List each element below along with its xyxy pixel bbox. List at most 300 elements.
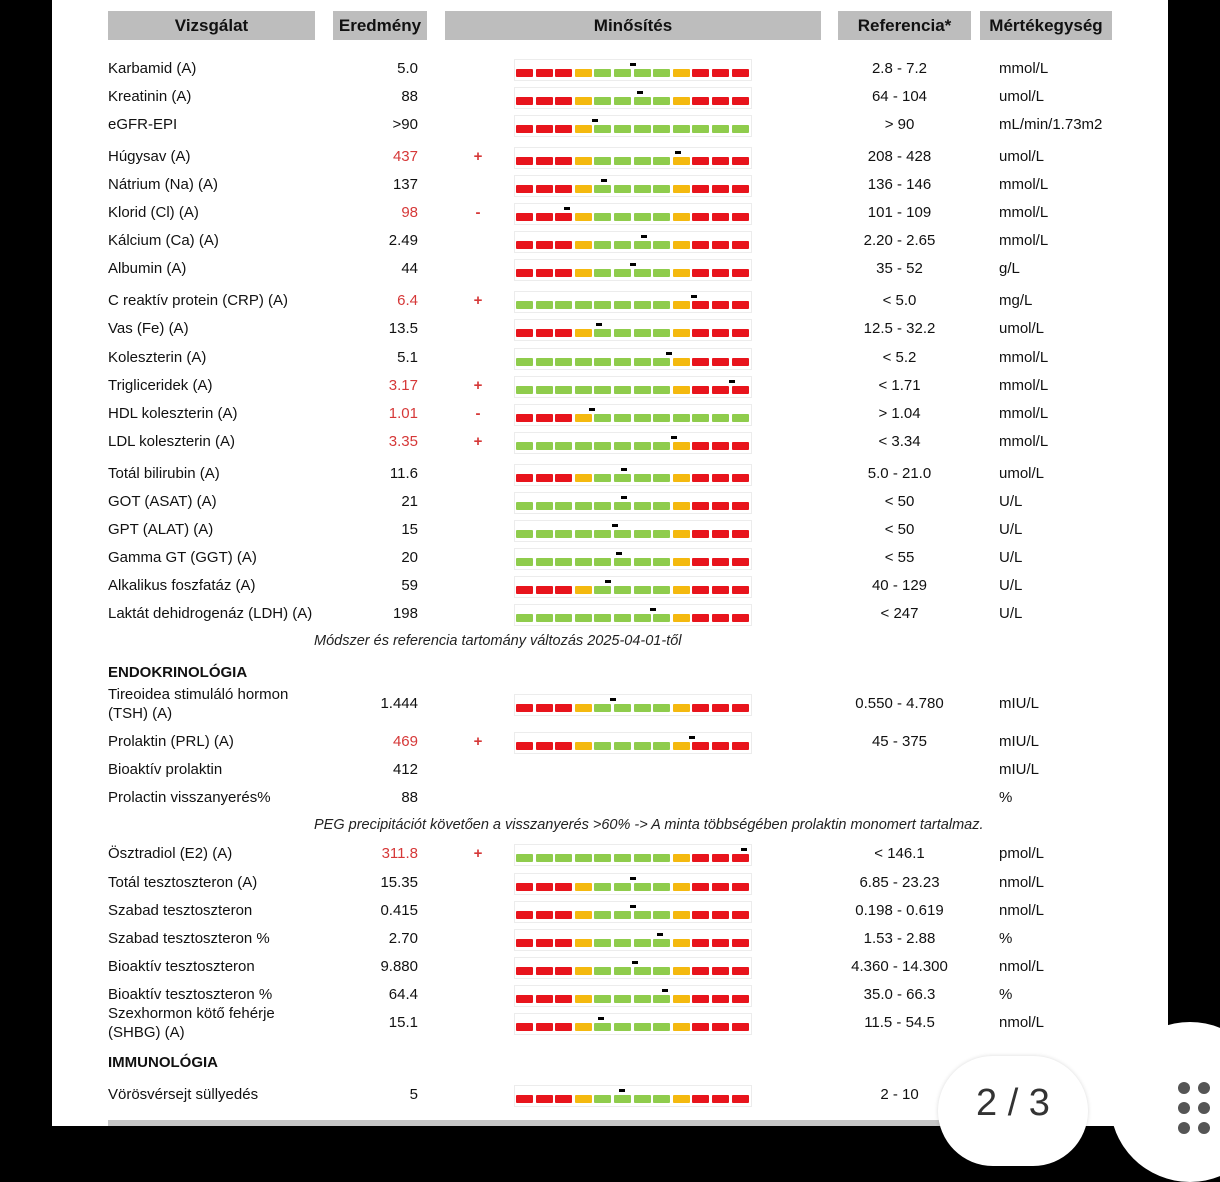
rating-segment [732, 301, 749, 309]
unit-label: mmol/L [999, 433, 1049, 450]
rating-segment [712, 125, 729, 133]
rating-marker [616, 552, 622, 555]
test-name: Koleszterin (A) [108, 349, 207, 366]
unit-label: nmol/L [999, 902, 1045, 919]
rating-segment [673, 1095, 690, 1103]
reference-range: < 5.2 [882, 349, 917, 366]
rating-segment [712, 358, 729, 366]
rating-segment [594, 241, 611, 249]
column-header-rating: Minősítés [445, 11, 821, 40]
rating-segment [673, 213, 690, 221]
rating-segment [555, 474, 572, 482]
rating-segment [673, 358, 690, 366]
table-row [52, 111, 1168, 139]
rating-marker [621, 468, 627, 471]
rating-marker [612, 524, 618, 527]
rating-segment [692, 967, 709, 975]
column-header-result: Eredmény [333, 11, 427, 40]
rating-marker [729, 380, 735, 383]
rating-segment [536, 995, 553, 1003]
rating-segment [692, 586, 709, 594]
method-change-note: Módszer és referencia tartomány változás 2025-04-01-től [314, 633, 682, 649]
rating-segment [634, 241, 651, 249]
result-value: 5 [409, 1086, 418, 1103]
rating-segment [732, 329, 749, 337]
rating-segment [732, 502, 749, 510]
rating-segment [555, 157, 572, 165]
test-name: Szabad tesztoszteron % [108, 930, 270, 947]
column-header-unit: Mértékegység [980, 11, 1112, 40]
rating-segment [692, 301, 709, 309]
rating-segment [634, 301, 651, 309]
reference-range: < 5.0 [882, 292, 917, 309]
rating-segment [634, 125, 651, 133]
result-value: 5.0 [397, 60, 418, 77]
rating-segment [673, 241, 690, 249]
result-value: 9.880 [380, 958, 418, 975]
unit-label: % [999, 986, 1013, 1003]
page-bottom-rule [108, 1120, 988, 1126]
result-flag [468, 572, 488, 600]
rating-segment [732, 995, 749, 1003]
rating-segment [614, 558, 631, 566]
result-value: 6.4 [397, 292, 418, 309]
rating-marker [596, 323, 602, 326]
rating-bar [514, 404, 752, 426]
rating-segment [712, 883, 729, 891]
rating-marker [630, 63, 636, 66]
test-name: Laktát dehidrogenáz (LDH) (A) [108, 605, 313, 622]
result-flag [468, 784, 488, 812]
rating-segment [673, 995, 690, 1003]
reference-range: < 247 [880, 605, 919, 622]
rating-segment [712, 1023, 729, 1031]
rating-segment [732, 69, 749, 77]
result-flag [468, 344, 488, 372]
rating-segment [516, 269, 533, 277]
rating-segment [634, 69, 651, 77]
rating-segment [594, 442, 611, 450]
rating-segment [575, 939, 592, 947]
test-name: C reaktív protein (CRP) (A) [108, 292, 289, 309]
rating-segment [712, 301, 729, 309]
result-value: 13.5 [388, 320, 418, 337]
result-value: 64.4 [388, 986, 418, 1003]
table-row [52, 784, 1168, 812]
unit-label: umol/L [999, 465, 1045, 482]
rating-segment [614, 967, 631, 975]
test-name: GOT (ASAT) (A) [108, 493, 217, 510]
unit-label: nmol/L [999, 874, 1045, 891]
rating-segment [673, 586, 690, 594]
rating-marker [691, 295, 697, 298]
rating-marker [592, 119, 598, 122]
rating-segment [555, 269, 572, 277]
section-title-endocrinology: ENDOKRINOLÓGIA [108, 664, 248, 681]
rating-segment [575, 301, 592, 309]
rating-segment [555, 502, 572, 510]
rating-segment [536, 967, 553, 975]
table-row [52, 488, 1168, 516]
result-value: 311.8 [381, 845, 418, 862]
rating-segment [692, 442, 709, 450]
rating-segment [516, 614, 533, 622]
reference-range: < 55 [884, 549, 915, 566]
rating-segment [673, 97, 690, 105]
rating-bar [514, 985, 752, 1007]
rating-segment [653, 883, 670, 891]
result-flag [468, 55, 488, 83]
rating-segment [732, 97, 749, 105]
reference-range: > 90 [884, 116, 915, 133]
rating-segment [712, 474, 729, 482]
unit-label: % [999, 789, 1013, 806]
rating-segment [653, 995, 670, 1003]
reference-range: 40 - 129 [871, 577, 928, 594]
result-flag [468, 544, 488, 572]
result-flag [468, 1009, 488, 1037]
reference-range: < 3.34 [878, 433, 921, 450]
rating-segment [673, 185, 690, 193]
rating-segment [555, 386, 572, 394]
rating-segment [555, 1023, 572, 1031]
rating-segment [673, 530, 690, 538]
rating-segment [536, 442, 553, 450]
rating-segment [536, 125, 553, 133]
rating-segment [634, 558, 651, 566]
unit-label: mg/L [999, 292, 1033, 309]
rating-segment [673, 911, 690, 919]
rating-segment [692, 185, 709, 193]
test-name: Totál tesztoszteron (A) [108, 874, 258, 891]
rating-segment [614, 125, 631, 133]
rating-segment [614, 586, 631, 594]
table-row [52, 516, 1168, 544]
rating-segment [594, 358, 611, 366]
rating-segment [692, 883, 709, 891]
rating-segment [712, 185, 729, 193]
page-indicator [938, 1056, 1088, 1166]
rating-segment [712, 530, 729, 538]
unit-label: U/L [999, 549, 1023, 566]
result-value: 88 [401, 789, 418, 806]
test-name: eGFR-EPI [108, 116, 178, 133]
rating-segment [575, 97, 592, 105]
rating-bar [514, 929, 752, 951]
unit-label: pmol/L [999, 845, 1045, 862]
rating-segment [516, 586, 533, 594]
rating-segment [653, 185, 670, 193]
rating-segment [536, 883, 553, 891]
rating-segment [555, 97, 572, 105]
unit-label: mL/min/1.73m2 [999, 116, 1103, 133]
rating-bar [514, 87, 752, 109]
rating-segment [516, 474, 533, 482]
rating-segment [594, 704, 611, 712]
rating-segment [575, 69, 592, 77]
result-flag: + [473, 733, 483, 750]
rating-segment [575, 558, 592, 566]
rating-segment [516, 157, 533, 165]
result-value: 21 [401, 493, 418, 510]
rating-segment [634, 586, 651, 594]
rating-segment [516, 530, 533, 538]
rating-segment [614, 854, 631, 862]
rating-marker [637, 91, 643, 94]
rating-segment [536, 474, 553, 482]
rating-segment [555, 742, 572, 750]
test-name: Prolaktin (PRL) (A) [108, 733, 234, 750]
result-flag [468, 171, 488, 199]
rating-segment [536, 502, 553, 510]
rating-segment [516, 558, 533, 566]
reference-range: 2 - 10 [880, 1086, 919, 1103]
rating-segment [634, 502, 651, 510]
rating-segment [516, 1095, 533, 1103]
reference-range: 45 - 375 [871, 733, 928, 750]
rating-segment [732, 1095, 749, 1103]
rating-segment [732, 414, 749, 422]
rating-segment [516, 329, 533, 337]
rating-bar [514, 231, 752, 253]
reference-range: < 1.71 [878, 377, 921, 394]
result-flag [468, 1081, 488, 1109]
unit-label: nmol/L [999, 1014, 1045, 1031]
rating-segment [692, 157, 709, 165]
result-flag [468, 255, 488, 283]
rating-segment [536, 939, 553, 947]
table-row [52, 686, 1168, 722]
rating-segment [732, 241, 749, 249]
result-value: 437 [392, 148, 418, 165]
table-row [52, 600, 1168, 628]
rating-segment [555, 213, 572, 221]
test-name: GPT (ALAT) (A) [108, 521, 214, 538]
rating-segment [594, 502, 611, 510]
rating-segment [653, 301, 670, 309]
column-header-reference: Referencia* [838, 11, 971, 40]
result-value: 0.415 [380, 902, 418, 919]
reference-range: 0.550 - 4.780 [855, 695, 944, 712]
rating-segment [634, 1095, 651, 1103]
rating-segment [516, 414, 533, 422]
rating-segment [555, 414, 572, 422]
rating-segment [536, 69, 553, 77]
rating-segment [555, 586, 572, 594]
rating-segment [614, 157, 631, 165]
rating-segment [536, 241, 553, 249]
reference-range [822, 784, 977, 812]
result-value: 2.49 [388, 232, 418, 249]
rating-segment [614, 883, 631, 891]
rating-segment [516, 883, 533, 891]
reference-range: 208 - 428 [867, 148, 932, 165]
table-row [52, 83, 1168, 111]
rating-segment [712, 939, 729, 947]
rating-segment [712, 614, 729, 622]
result-value: 88 [401, 88, 418, 105]
result-flag [468, 869, 488, 897]
column-header-test: Vizsgálat [108, 11, 315, 40]
rating-segment [653, 241, 670, 249]
rating-segment [594, 586, 611, 594]
rating-segment [653, 502, 670, 510]
rating-segment [712, 742, 729, 750]
rating-bar [514, 348, 752, 370]
rating-segment [575, 1095, 592, 1103]
rating-marker [619, 1089, 625, 1092]
rating-segment [614, 1023, 631, 1031]
rating-segment [692, 414, 709, 422]
rating-segment [634, 442, 651, 450]
unit-label: mIU/L [999, 761, 1040, 778]
rating-segment [555, 614, 572, 622]
table-row [52, 372, 1168, 400]
rating-segment [555, 185, 572, 193]
rating-bar [514, 291, 752, 313]
reference-range: 2.20 - 2.65 [863, 232, 936, 249]
rating-segment [653, 329, 670, 337]
table-row [52, 869, 1168, 897]
rating-segment [692, 558, 709, 566]
rating-segment [614, 704, 631, 712]
rating-segment [614, 442, 631, 450]
rating-segment [575, 329, 592, 337]
rating-segment [712, 69, 729, 77]
rating-segment [614, 185, 631, 193]
rating-segment [653, 414, 670, 422]
rating-marker [630, 877, 636, 880]
rating-segment [673, 386, 690, 394]
result-value: 1.444 [380, 695, 418, 712]
rating-segment [614, 241, 631, 249]
table-row [52, 544, 1168, 572]
test-name: Klorid (Cl) (A) [108, 204, 199, 221]
rating-segment [555, 967, 572, 975]
rating-segment [653, 614, 670, 622]
result-value: 11.6 [389, 465, 418, 482]
rating-segment [692, 742, 709, 750]
table-row [52, 55, 1168, 83]
unit-label: umol/L [999, 148, 1045, 165]
result-value: 15.35 [380, 874, 418, 891]
rating-bar [514, 432, 752, 454]
rating-segment [732, 614, 749, 622]
section-title-immunology: IMMUNOLÓGIA [108, 1054, 218, 1071]
rating-segment [594, 386, 611, 394]
rating-segment [634, 911, 651, 919]
rating-bar [514, 175, 752, 197]
rating-segment [673, 414, 690, 422]
result-value: 59 [401, 577, 418, 594]
rating-segment [732, 442, 749, 450]
rating-bar [514, 844, 752, 866]
rating-segment [594, 614, 611, 622]
rating-marker [662, 989, 668, 992]
table-row [52, 199, 1168, 227]
rating-segment [712, 386, 729, 394]
rating-segment [594, 1095, 611, 1103]
rating-bar [514, 548, 752, 570]
rating-segment [692, 358, 709, 366]
rating-segment [732, 1023, 749, 1031]
unit-label: umol/L [999, 88, 1045, 105]
table-row [52, 953, 1168, 981]
result-flag [468, 756, 488, 784]
rating-segment [634, 157, 651, 165]
rating-segment [516, 704, 533, 712]
rating-segment [634, 967, 651, 975]
rating-segment [516, 69, 533, 77]
table-row [52, 171, 1168, 199]
rating-segment [555, 558, 572, 566]
result-value: 15 [401, 521, 418, 538]
rating-segment [673, 1023, 690, 1031]
rating-marker [605, 580, 611, 583]
test-name: Vas (Fe) (A) [108, 320, 189, 337]
rating-segment [634, 530, 651, 538]
rating-marker [689, 736, 695, 739]
rating-bar [514, 604, 752, 626]
rating-segment [516, 386, 533, 394]
rating-segment [594, 742, 611, 750]
rating-segment [712, 414, 729, 422]
result-value: 98 [401, 204, 418, 221]
rating-segment [516, 301, 533, 309]
rating-bar [514, 957, 752, 979]
rating-segment [555, 241, 572, 249]
rating-bar [514, 576, 752, 598]
rating-segment [712, 967, 729, 975]
rating-segment [692, 386, 709, 394]
result-flag: + [473, 845, 483, 862]
rating-bar [514, 259, 752, 281]
table-row [52, 287, 1168, 315]
result-value: 15.1 [388, 1014, 418, 1031]
rating-segment [575, 241, 592, 249]
rating-segment [575, 586, 592, 594]
test-name: Nátrium (Na) (A) [108, 176, 219, 193]
rating-segment [692, 704, 709, 712]
rating-segment [712, 442, 729, 450]
rating-marker [675, 151, 681, 154]
rating-segment [575, 911, 592, 919]
rating-segment [516, 742, 533, 750]
rating-bar [514, 376, 752, 398]
rating-segment [536, 213, 553, 221]
rating-segment [712, 241, 729, 249]
rating-segment [712, 911, 729, 919]
rating-segment [634, 329, 651, 337]
result-value: 20 [401, 549, 418, 566]
table-row [52, 143, 1168, 171]
rating-segment [732, 704, 749, 712]
rating-segment [614, 301, 631, 309]
reference-range: 6.85 - 23.23 [859, 874, 940, 891]
rating-segment [673, 125, 690, 133]
rating-segment [653, 358, 670, 366]
rating-segment [536, 704, 553, 712]
rating-segment [614, 995, 631, 1003]
prolactin-note: PEG precipitációt követően a visszanyerés >60% -> A minta többségében prolaktin monomert tartalmaz. [314, 817, 984, 833]
rating-segment [536, 329, 553, 337]
rating-segment [614, 530, 631, 538]
rating-segment [653, 742, 670, 750]
rating-segment [712, 995, 729, 1003]
result-flag [468, 690, 488, 718]
rating-segment [732, 854, 749, 862]
rating-segment [516, 967, 533, 975]
